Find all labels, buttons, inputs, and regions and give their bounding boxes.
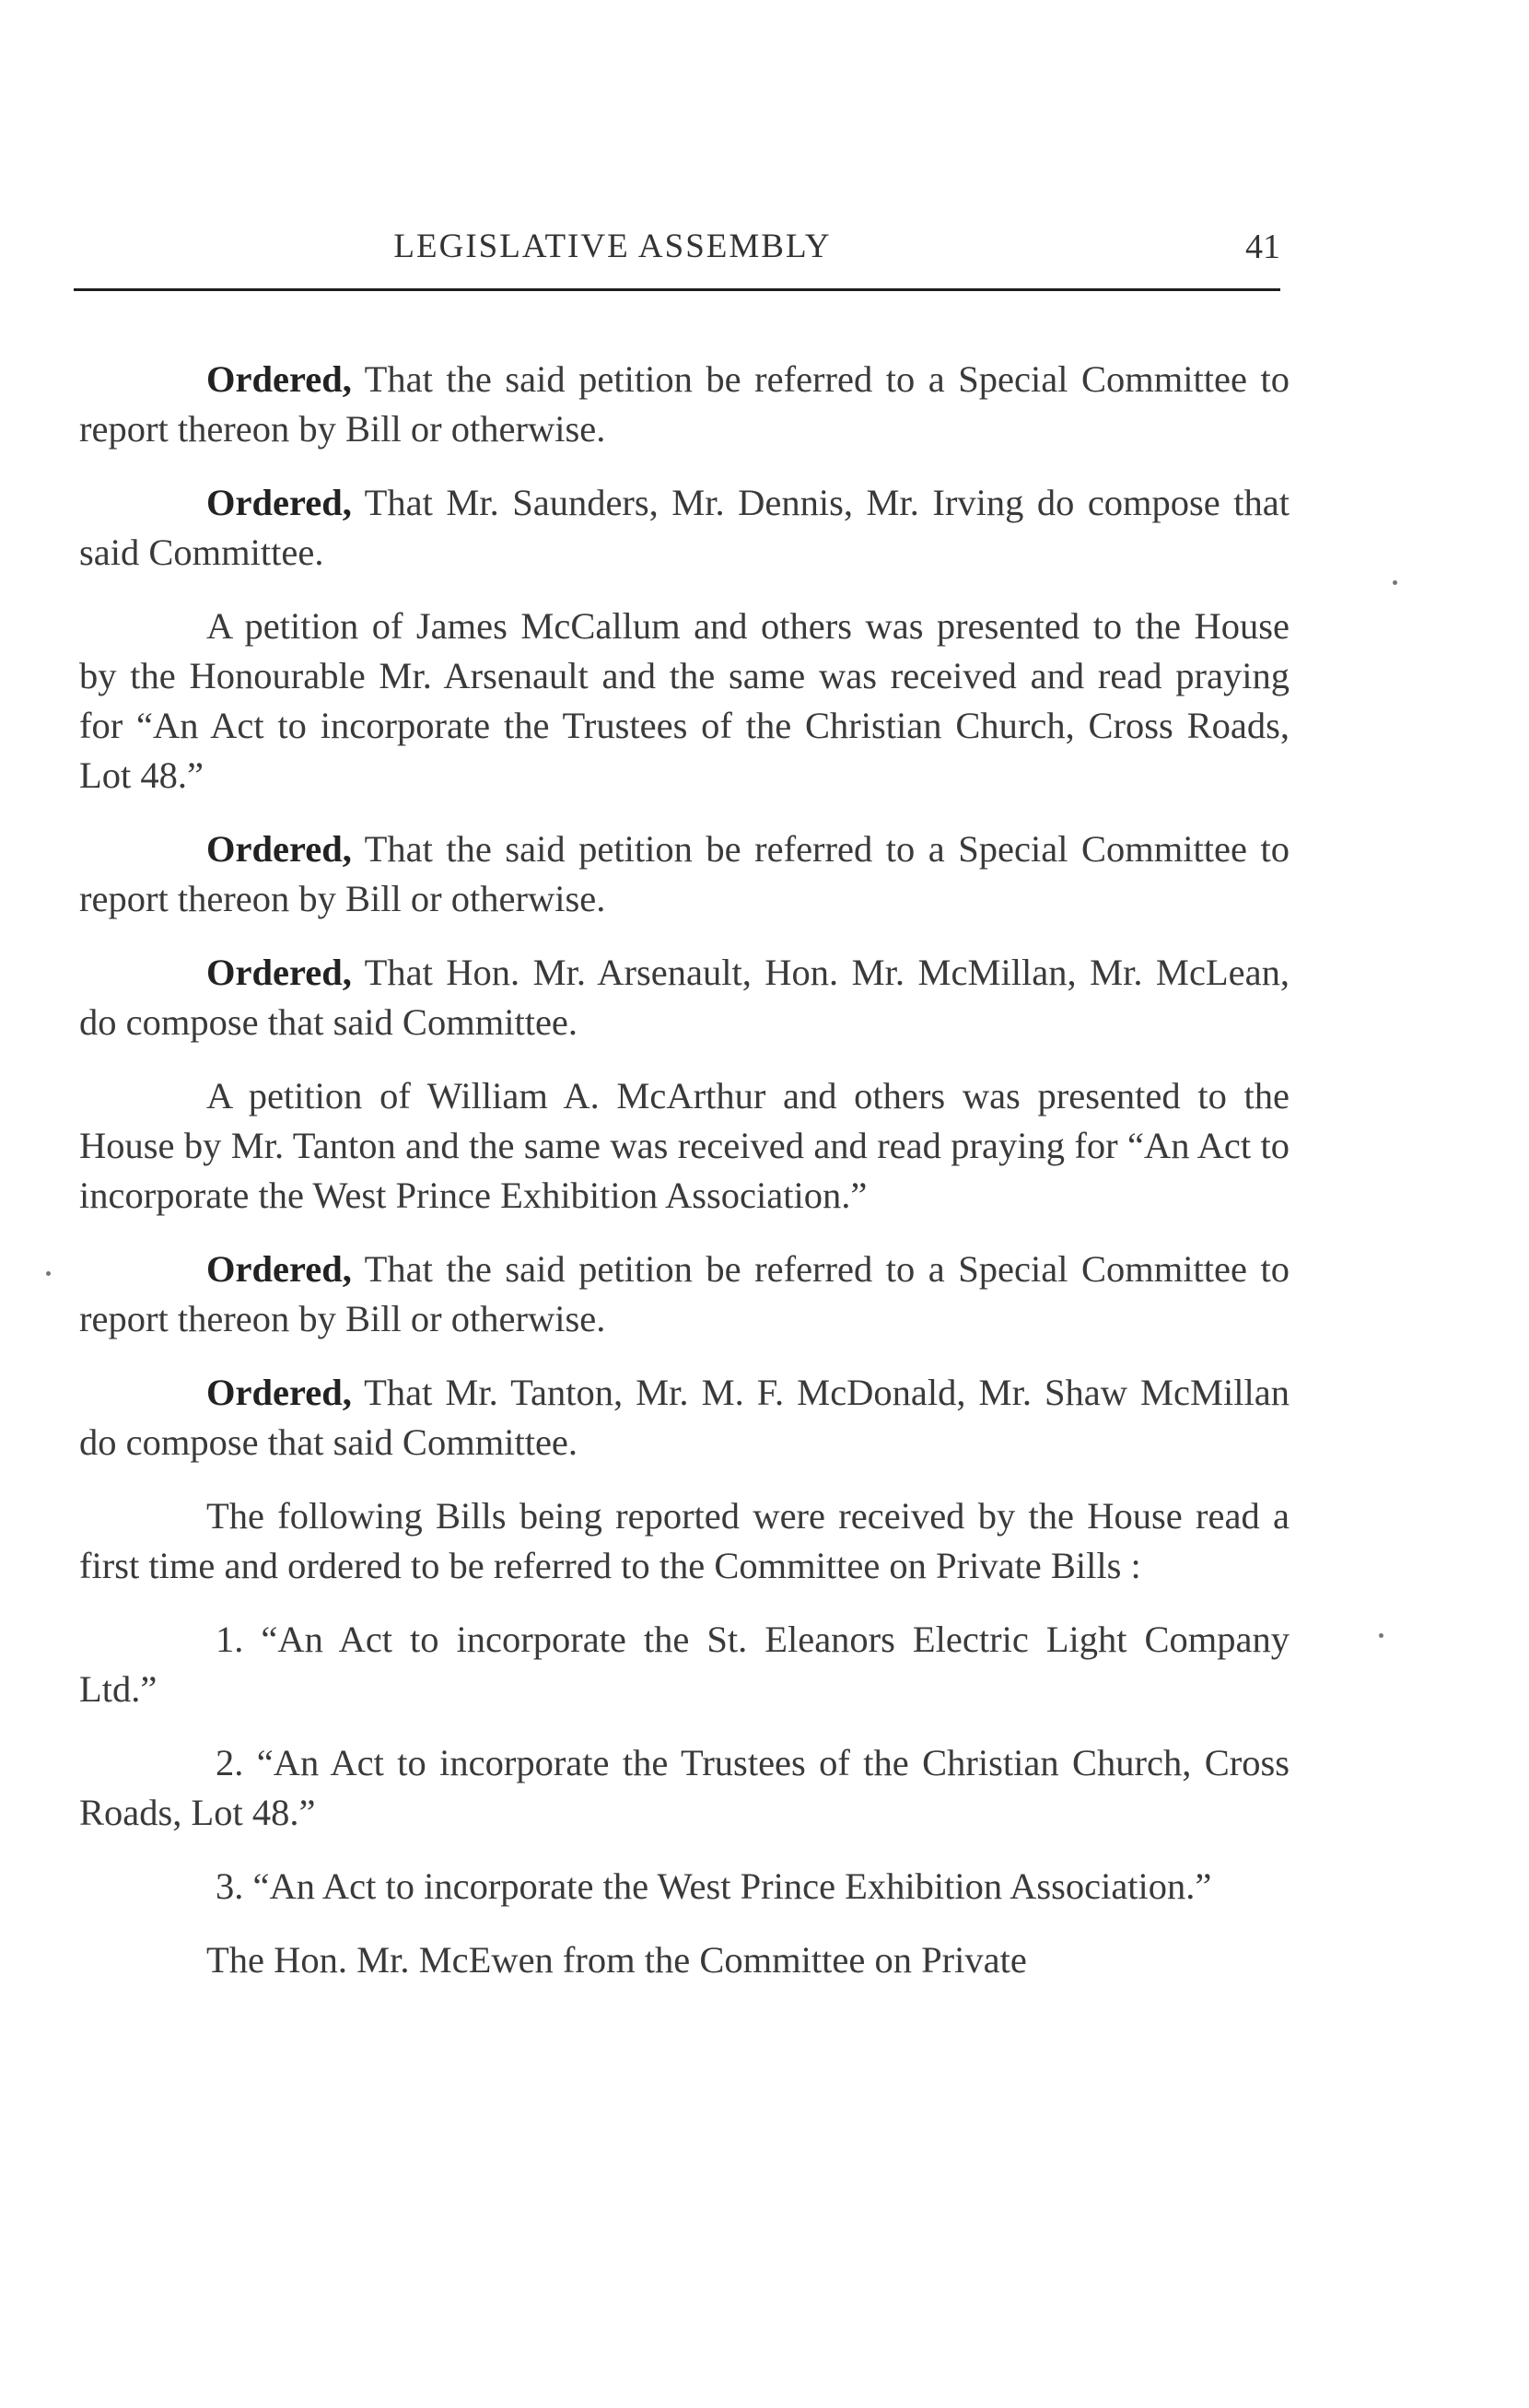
paragraph-lead: Ordered, — [206, 1372, 352, 1413]
paragraph-6 — [79, 1071, 1290, 1221]
paragraph-lead: Ordered, — [206, 482, 352, 523]
paragraph-text: A petition of William A. McArthur and others was presented to the House by Mr. Tanton and the same was received and read praying for “An Act to incorporate the West Prince Exhibition Association.” — [79, 1075, 1290, 1216]
header-rule — [74, 288, 1280, 291]
paragraph-lead: Ordered, — [206, 828, 352, 870]
scan-speck — [1379, 1633, 1383, 1638]
page-number: 41 — [1245, 228, 1280, 266]
bill-item-2 — [79, 1738, 1290, 1838]
paragraph-text: The Hon. Mr. McEwen from the Committee on Private — [206, 1939, 1027, 1981]
paragraph-text: That the said petition be referred to a Special Committee to report thereon by Bill or otherwise. — [79, 358, 1290, 450]
paragraph-text: 2. “An Act to incorporate the Trustees of the Christian Church, Cross Roads, Lot 48.” — [79, 1742, 1290, 1833]
paragraph-2 — [79, 478, 1290, 578]
scan-speck — [46, 1271, 51, 1276]
paragraph-text: That Hon. Mr. Arsenault, Hon. Mr. McMillan, Mr. McLean, do compose that said Committee. — [79, 952, 1290, 1043]
paragraph-text: That the said petition be referred to a Special Committee to report thereon by Bill or otherwise. — [79, 1248, 1290, 1339]
paragraph-3 — [79, 602, 1290, 801]
paragraph-1 — [79, 355, 1290, 454]
paragraph-lead: Ordered, — [206, 1248, 352, 1290]
paragraph-text: 1. “An Act to incorporate the St. Eleanors Electric Light Company Ltd.” — [79, 1619, 1290, 1710]
running-header — [74, 219, 1280, 275]
paragraph-text: That Mr. Tanton, Mr. M. F. McDonald, Mr. Shaw McMillan do compose that said Committee. — [79, 1372, 1290, 1463]
bill-item-3 — [79, 1862, 1290, 1911]
paragraph-lead: Ordered, — [206, 952, 352, 993]
bill-item-1 — [79, 1615, 1290, 1714]
paragraph-lead: Ordered, — [206, 358, 352, 400]
paragraph-9 — [79, 1491, 1290, 1591]
body-text — [79, 355, 1290, 2009]
running-title: LEGISLATIVE ASSEMBLY — [393, 228, 832, 265]
paragraph-text: That Mr. Saunders, Mr. Dennis, Mr. Irving do compose that said Committee. — [79, 482, 1290, 573]
paragraph-text: The following Bills being reported were received by the House read a first time and ordered to be referred to the Committee on Private Bills : — [79, 1495, 1290, 1586]
paragraph-8 — [79, 1368, 1290, 1467]
paragraph-text: 3. “An Act to incorporate the West Prince Exhibition Association.” — [216, 1865, 1212, 1907]
paragraph-final — [79, 1935, 1290, 1985]
paragraph-5 — [79, 948, 1290, 1047]
paragraph-text: That the said petition be referred to a Special Committee to report thereon by Bill or otherwise. — [79, 828, 1290, 919]
paragraph-7 — [79, 1245, 1290, 1344]
paragraph-text: A petition of James McCallum and others was presented to the House by the Honourable Mr. Arsenault and the same was received and read praying for “An Act to incorporate the Trustees of the Christian Church, Cross Roads, Lot 48.” — [79, 605, 1290, 796]
paragraph-4 — [79, 824, 1290, 924]
scan-speck — [1393, 580, 1397, 585]
